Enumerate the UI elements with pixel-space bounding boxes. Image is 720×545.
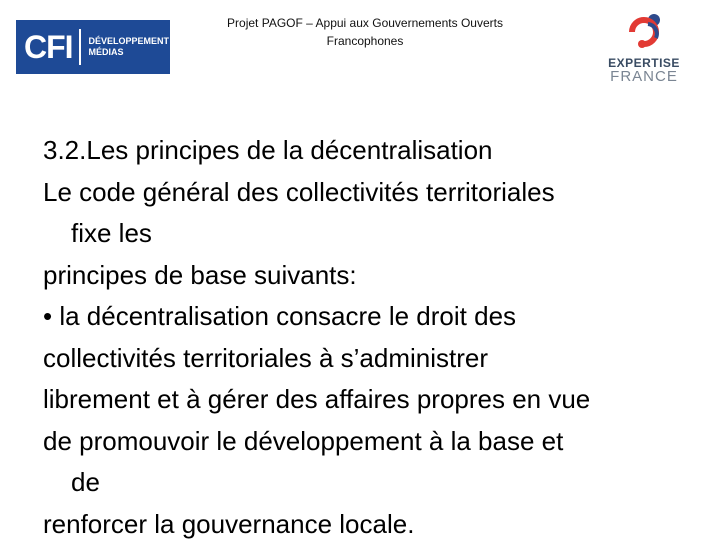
page-header bbox=[200, 14, 530, 50]
body-line: Le code général des collectivités territoriales bbox=[43, 172, 703, 214]
slide-title: 3.2.Les principes de la décentralisation bbox=[43, 130, 703, 172]
cfi-logo bbox=[16, 20, 170, 74]
header-line-1: Projet PAGOF – Appui aux Gouvernements Ouverts bbox=[200, 14, 530, 32]
cfi-logo-divider bbox=[79, 29, 81, 65]
body-line: collectivités territoriales à s’administrer bbox=[43, 338, 703, 380]
header-line-2: Francophones bbox=[200, 32, 530, 50]
cfi-logo-words bbox=[89, 36, 170, 58]
body-line: principes de base suivants: bbox=[43, 255, 703, 297]
bullet-line: • la décentralisation consacre le droit des bbox=[43, 296, 703, 338]
expertise-france-logo bbox=[604, 10, 684, 86]
cfi-logo-line1: DÉVELOPPEMENT bbox=[89, 36, 170, 46]
body-line: de promouvoir le développement à la base et bbox=[43, 421, 703, 463]
body-line: de bbox=[43, 462, 703, 504]
expertise-france-emblem-icon bbox=[604, 10, 684, 56]
slide-content bbox=[43, 130, 703, 545]
cfi-logo-line2: MÉDIAS bbox=[89, 47, 124, 57]
expertise-france-line2: FRANCE bbox=[604, 68, 684, 85]
body-line: librement et à gérer des affaires propres en vue bbox=[43, 379, 703, 421]
body-line: renforcer la gouvernance locale. bbox=[43, 504, 703, 545]
expertise-france-line1: EXPERTISE bbox=[604, 56, 684, 70]
cfi-logo-mark: CFI bbox=[24, 29, 73, 66]
body-line: fixe les bbox=[43, 213, 703, 255]
